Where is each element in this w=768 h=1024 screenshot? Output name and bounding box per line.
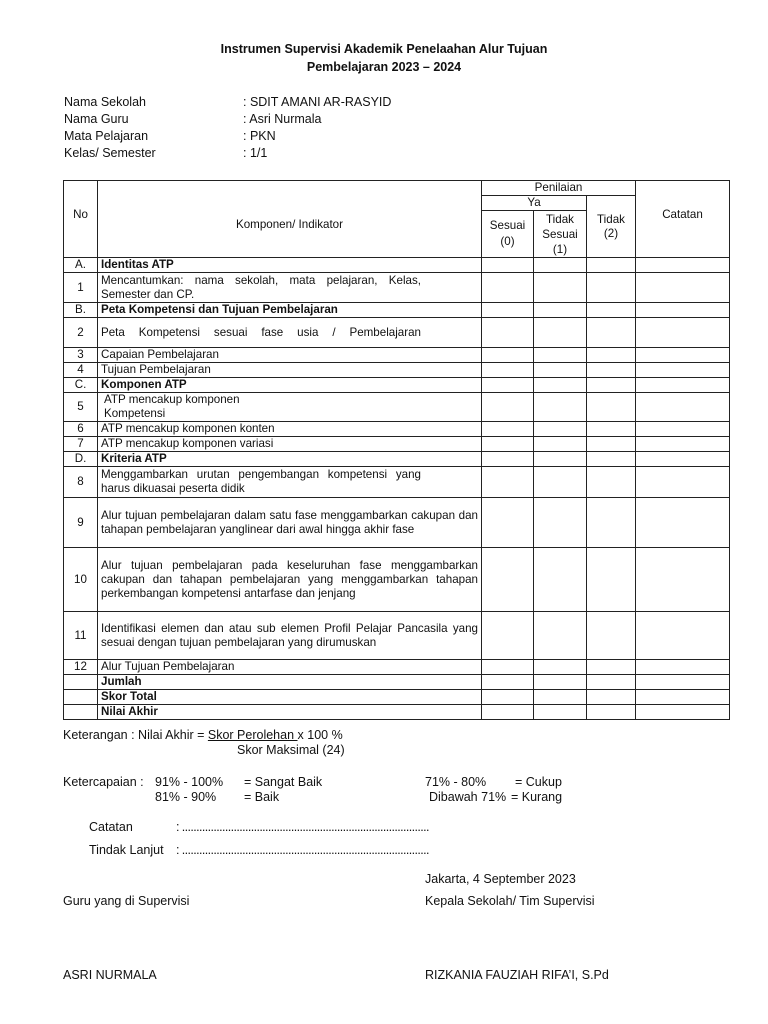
- item-number: 2: [64, 318, 98, 348]
- section-title: Kriteria ATP: [98, 452, 482, 467]
- keterangan-prefix: Keterangan : Nilai Akhir =: [63, 728, 208, 742]
- item-text: Peta Kompetensi sesuai fase usia / Pembelajaran: [98, 318, 482, 348]
- table-row: [64, 437, 730, 452]
- ketercapaian-range-3: 71% - 80%: [425, 775, 487, 789]
- catatan-field[interactable]: : ......................................................................................: [176, 820, 429, 834]
- item-number: 7: [64, 437, 98, 452]
- header-tidak: Tidak (2): [587, 196, 636, 258]
- item-number: 12: [64, 660, 98, 675]
- signer-name-teacher: ASRI NURMALA: [63, 968, 157, 982]
- section-title: Peta Kompetensi dan Tujuan Pembelajaran: [98, 303, 482, 318]
- item-text: ATP mencakup komponen variasi: [98, 437, 482, 452]
- signer-role-teacher: Guru yang di Supervisi: [63, 894, 190, 908]
- ketercapaian-range-2: 81% - 90%: [155, 790, 217, 804]
- section-row: [64, 258, 730, 273]
- item-number: 6: [64, 422, 98, 437]
- place-date: Jakarta, 4 September 2023: [425, 872, 576, 886]
- total-label-jumlah: Jumlah: [98, 675, 482, 690]
- total-row: [64, 690, 730, 705]
- item-number: 5: [64, 393, 98, 422]
- ketercapaian-desc-1: = Sangat Baik: [244, 775, 323, 789]
- keterangan-suffix: x 100 %: [297, 728, 343, 742]
- document-title-line1: Instrumen Supervisi Akademik Penelaahan Alur Tujuan: [220, 42, 548, 56]
- item-text: ATP mencakup komponen Kompetensi: [98, 393, 482, 422]
- header-no: No: [64, 181, 98, 258]
- signer-role-principal: Kepala Sekolah/ Tim Supervisi: [425, 894, 595, 908]
- item-number: 8: [64, 467, 98, 498]
- keterangan-formula: [63, 728, 343, 742]
- section-title: Komponen ATP: [98, 378, 482, 393]
- total-row: [64, 705, 730, 720]
- keterangan-numerator: Skor Perolehan: [207, 728, 298, 742]
- header-sesuai: Sesuai (0): [482, 211, 534, 258]
- catatan-label: Catatan: [89, 820, 133, 834]
- signer-name-principal: RIZKANIA FAUZIAH RIFA’I, S.Pd: [425, 968, 609, 982]
- assessment-table: [63, 180, 730, 720]
- ketercapaian-range-1: 91% - 100%: [155, 775, 224, 789]
- section-letter: D.: [64, 452, 98, 467]
- table-row: [64, 467, 730, 498]
- table-row: [64, 548, 730, 612]
- table-row: [64, 612, 730, 660]
- item-text: ATP mencakup komponen konten: [98, 422, 482, 437]
- header-catatan: Catatan: [636, 181, 730, 258]
- info-value-school: : SDIT AMANI AR-RASYID: [243, 95, 392, 109]
- ketercapaian-range-4: Dibawah 71%: [429, 790, 507, 804]
- section-letter: A.: [64, 258, 98, 273]
- header-ya: Ya: [482, 196, 587, 211]
- item-text: Identifikasi elemen dan atau sub elemen Profil Pelajar Pancasila yang sesuai dengan tujuan pembelajaran yang dirumuskan: [98, 612, 482, 660]
- item-number: 3: [64, 348, 98, 363]
- table-row: [64, 422, 730, 437]
- section-letter: B.: [64, 303, 98, 318]
- info-label-subject: Mata Pelajaran: [64, 129, 149, 143]
- item-number: 10: [64, 548, 98, 612]
- tindak-lanjut-field[interactable]: : ......................................................................................: [176, 843, 429, 857]
- info-label-class: Kelas/ Semester: [64, 146, 156, 160]
- section-letter: C.: [64, 378, 98, 393]
- table-row: [64, 348, 730, 363]
- keterangan-denominator: Skor Maksimal (24): [237, 743, 345, 757]
- item-number: 11: [64, 612, 98, 660]
- item-text: Tujuan Pembelajaran: [98, 363, 482, 378]
- total-row: [64, 675, 730, 690]
- ketercapaian-label: Ketercapaian :: [63, 775, 144, 789]
- ketercapaian-desc-2: = Baik: [244, 790, 280, 804]
- item-text: Alur tujuan pembelajaran pada keseluruhan fase menggambarkan cakupan dan tahapan pembelajaran yang menggambarkan tahapan perkembangan kompetensi antarfase dan jenjang: [98, 548, 482, 612]
- table-row: [64, 393, 730, 422]
- item-text: Alur tujuan pembelajaran dalam satu fase menggambarkan cakupan dan tahapan pembelajaran yanglinear dari awal hingga akhir fase: [98, 498, 482, 548]
- table-row: [64, 498, 730, 548]
- header-tidak-sesuai: Tidak Sesuai (1): [534, 211, 587, 258]
- total-label-nilai: Nilai Akhir: [98, 705, 482, 720]
- item-text: Mencantumkan: nama sekolah, mata pelajaran, Kelas, Semester dan CP.: [98, 273, 482, 303]
- info-label-teacher: Nama Guru: [64, 112, 129, 126]
- item-number: 1: [64, 273, 98, 303]
- section-row: [64, 452, 730, 467]
- tindak-lanjut-label: Tindak Lanjut: [89, 843, 164, 857]
- total-label-skor: Skor Total: [98, 690, 482, 705]
- item-number: 4: [64, 363, 98, 378]
- table-row: [64, 363, 730, 378]
- ketercapaian-desc-3: = Cukup: [515, 775, 562, 789]
- header-komponen: Komponen/ Indikator: [98, 181, 482, 258]
- ketercapaian-desc-4: = Kurang: [511, 790, 563, 804]
- info-value-class: : 1/1: [243, 146, 268, 160]
- item-text: Menggambarkan urutan pengembangan kompetensi yang harus dikuasai peserta didik: [98, 467, 482, 498]
- header-penilaian: Penilaian: [482, 181, 636, 196]
- item-number: 9: [64, 498, 98, 548]
- document-title-line2: Pembelajaran 2023 – 2024: [306, 60, 462, 74]
- table-row: [64, 273, 730, 303]
- item-text: Alur Tujuan Pembelajaran: [98, 660, 482, 675]
- section-row: [64, 303, 730, 318]
- section-row: [64, 378, 730, 393]
- info-value-teacher: : Asri Nurmala: [243, 112, 322, 126]
- table-row: [64, 660, 730, 675]
- table-row: [64, 318, 730, 348]
- section-title: Identitas ATP: [98, 258, 482, 273]
- info-value-subject: : PKN: [243, 129, 276, 143]
- item-text: Capaian Pembelajaran: [98, 348, 482, 363]
- info-label-school: Nama Sekolah: [64, 95, 146, 109]
